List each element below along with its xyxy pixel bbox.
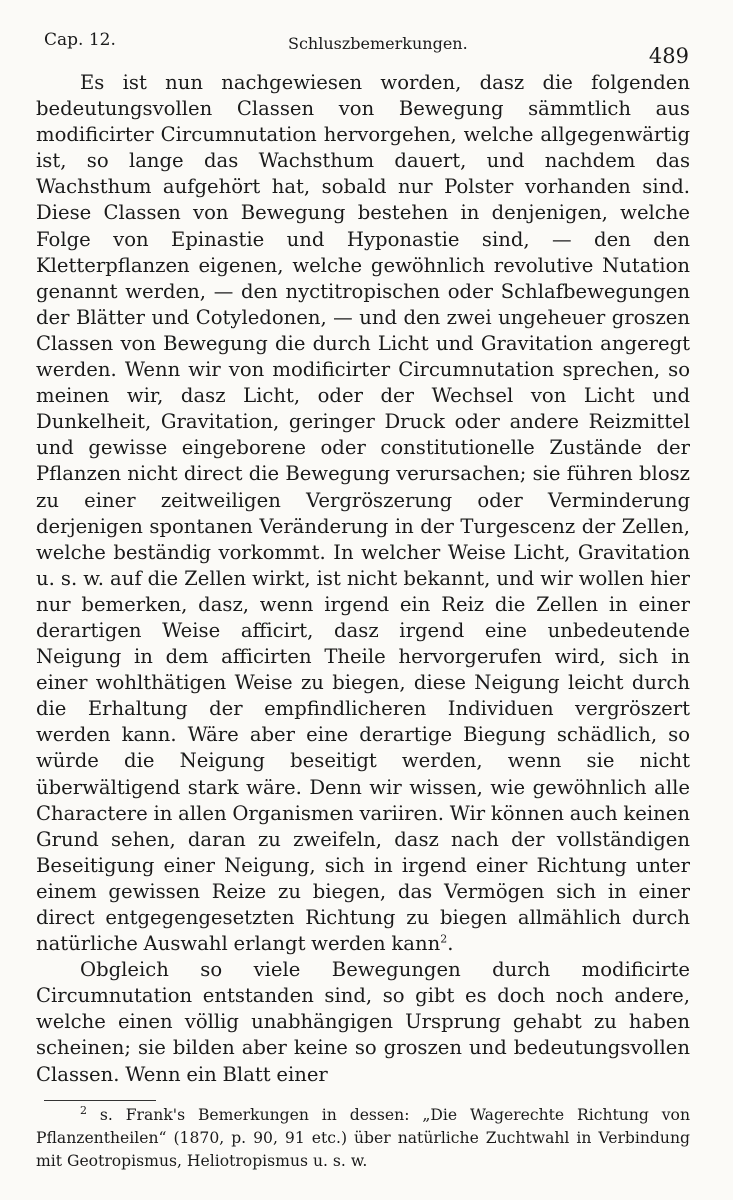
footnote-reference: 2 [440,932,448,946]
running-title: Schluszbemerkungen. [288,34,468,53]
paragraph-2: Obgleich so viele Bewegungen durch modificirte Circumnutation entstanden sind, so gibt es doch noch andere, welche einen völlig unabhängigen Ursprung gehabt zu haben scheinen; sie bilden aber keine so groszen und bedeutungsvollen Classen. Wenn ein Blatt einer [36,958,690,1086]
footnote-body [36,1104,690,1173]
paragraph-1: Es ist nun nachgewiesen worden, dasz die folgenden bedeutungsvollen Classen von Bewegung sämmtlich aus modificirter Circumnutation hervorgehen, welche allgegenwärtig ist, so lange das Wachsthum dauert, und nachdem das Wachsthum aufgehört hat, sobald nur Polster vorhanden sind. Diese Classen von Bewegung bestehen in denjenigen, welche Folge von Epinastie und Hyponastie sind, — den den Kletterpflanzen eigenen, welche gewöhnlich revolutive Nutation genannt werden, — den nyctitropischen oder Schlafbewegungen der Blätter und Cotyledonen, — und den zwei ungeheuer groszen Classen von Bewegung die durch Licht und Gravitation angeregt werden. Wenn wir von modificirter Circumnutation sprechen, so meinen wir, dasz Licht, oder der Wechsel von Licht und Dunkelheit, Gravitation, geringer Druck oder andere Reizmittel und gewisse eingeborene oder constitutionelle Zustände der Pflanzen nicht direct die Bewegung verursachen; sie führen blosz zu einer zeitweiligen Vergröszerung oder Verminderung derjenigen spontanen Veränderung in der Turgescenz der Zellen, welche beständig vorkommt. In welcher Weise Licht, Gravitation u. s. w. auf die Zellen wirkt, ist nicht bekannt, und wir wollen hier nur bemerken, dasz, wenn irgend ein Reiz die Zellen in einer derartigen Weise afficirt, dasz irgend eine unbedeutende Neigung in dem afficirten Theile hervorgerufen wird, sich in einer wohlthätigen Weise zu biegen, diese Neigung leicht durch die Erhaltung der empfindlicheren Individuen vergröszert werden kann. Wäre aber eine derartige Biegung schädlich, so würde die Neigung beseitigt werden, wenn sie nicht überwältigend stark wäre. Denn wir wissen, wie gewöhnlich alle Charactere in allen Organismen variiren. Wir können auch keinen Grund sehen, daran zu zweifeln, dasz nach der vollständigen Beseitigung einer Neigung, sich in irgend einer Richtung unter einem gewissen Reize zu biegen, das Vermögen sich in einer direct entgegengesetzten Richtung zu biegen allmählich durch natürliche Auswahl erlangt werden kann$^2$. [36,71,690,956]
footnote-marker: 2 [80,1103,87,1117]
chapter-label: Cap. 12. [44,30,116,50]
footnote-divider [44,1100,156,1101]
footnote [36,1104,690,1173]
running-header [0,0,733,80]
body-text [36,70,690,1088]
paragraph-1-text: Es ist nun nachgewiesen worden, dasz die folgenden bedeutungsvollen Classen von Bewegung sämmtlich aus modificirter Circumnutation hervorgehen, welche allgegenwärtig ist, so lange das Wachsthum dauert, und nachdem das Wachsthum aufgehört hat, sobald nur Polster vorhanden sind. Diese Classen von Bewegung bestehen in denjenigen, welche Folge von Epinastie und Hyponastie sind, — den den Kletterpflanzen eigenen, welche gewöhnlich revolutive Nutation genannt werden, — den nyctitropischen oder Schlafbewegungen der Blätter und Cotyledonen, — und den zwei ungeheuer groszen Classen von Bewegung die durch Licht und Gravitation angeregt werden. Wenn wir von modificirter Circumnutation sprechen, so meinen wir, dasz Licht, oder der Wechsel von Licht und Dunkelheit, Gravitation, geringer Druck oder andere Reizmittel und gewisse eingeborene oder constitutionelle Zustände der Pflanzen nicht direct die Bewegung verursachen; sie führen blosz zu einer zeitweiligen Vergröszerung oder Verminderung derjenigen spontanen Veränderung in der Turgescenz der Zellen, welche beständig vorkommt. In welcher Weise Licht, Gravitation u. s. w. auf die Zellen wirkt, ist nicht bekannt, und wir wollen hier nur bemerken, dasz, wenn irgend ein Reiz die Zellen in einer derartigen Weise afficirt, dasz irgend eine unbedeutende Neigung in dem afficirten Theile hervorgerufen wird, sich in einer wohlthätigen Weise zu biegen, diese Neigung leicht durch die Erhaltung der empfindlicheren Individuen vergröszert werden kann. Wäre aber eine derartige Biegung schädlich, so würde die Neigung beseitigt werden, wenn sie nicht überwältigend stark wäre. Denn wir wissen, wie gewöhnlich alle Charactere in allen Organismen variiren. Wir können auch keinen Grund sehen, daran zu zweifeln, dasz nach der vollständigen Beseitigung einer Neigung, sich in irgend einer Richtung unter einem gewissen Reize zu biegen, das Vermögen sich in einer direct entgegengesetzten Richtung zu biegen allmählich durch natürliche Auswahl erlangt werden kann [36,71,690,956]
page-number: 489 [648,44,689,68]
footnote-text: s. Frank's Bemerkungen in dessen: „Die Wagerechte Richtung von Pflanzentheilen“ (1870, p. 90, 91 etc.) über natürliche Zuchtwahl in Verbindung mit Geotropismus, Heliotropismus u. s. w. [36,1106,690,1170]
